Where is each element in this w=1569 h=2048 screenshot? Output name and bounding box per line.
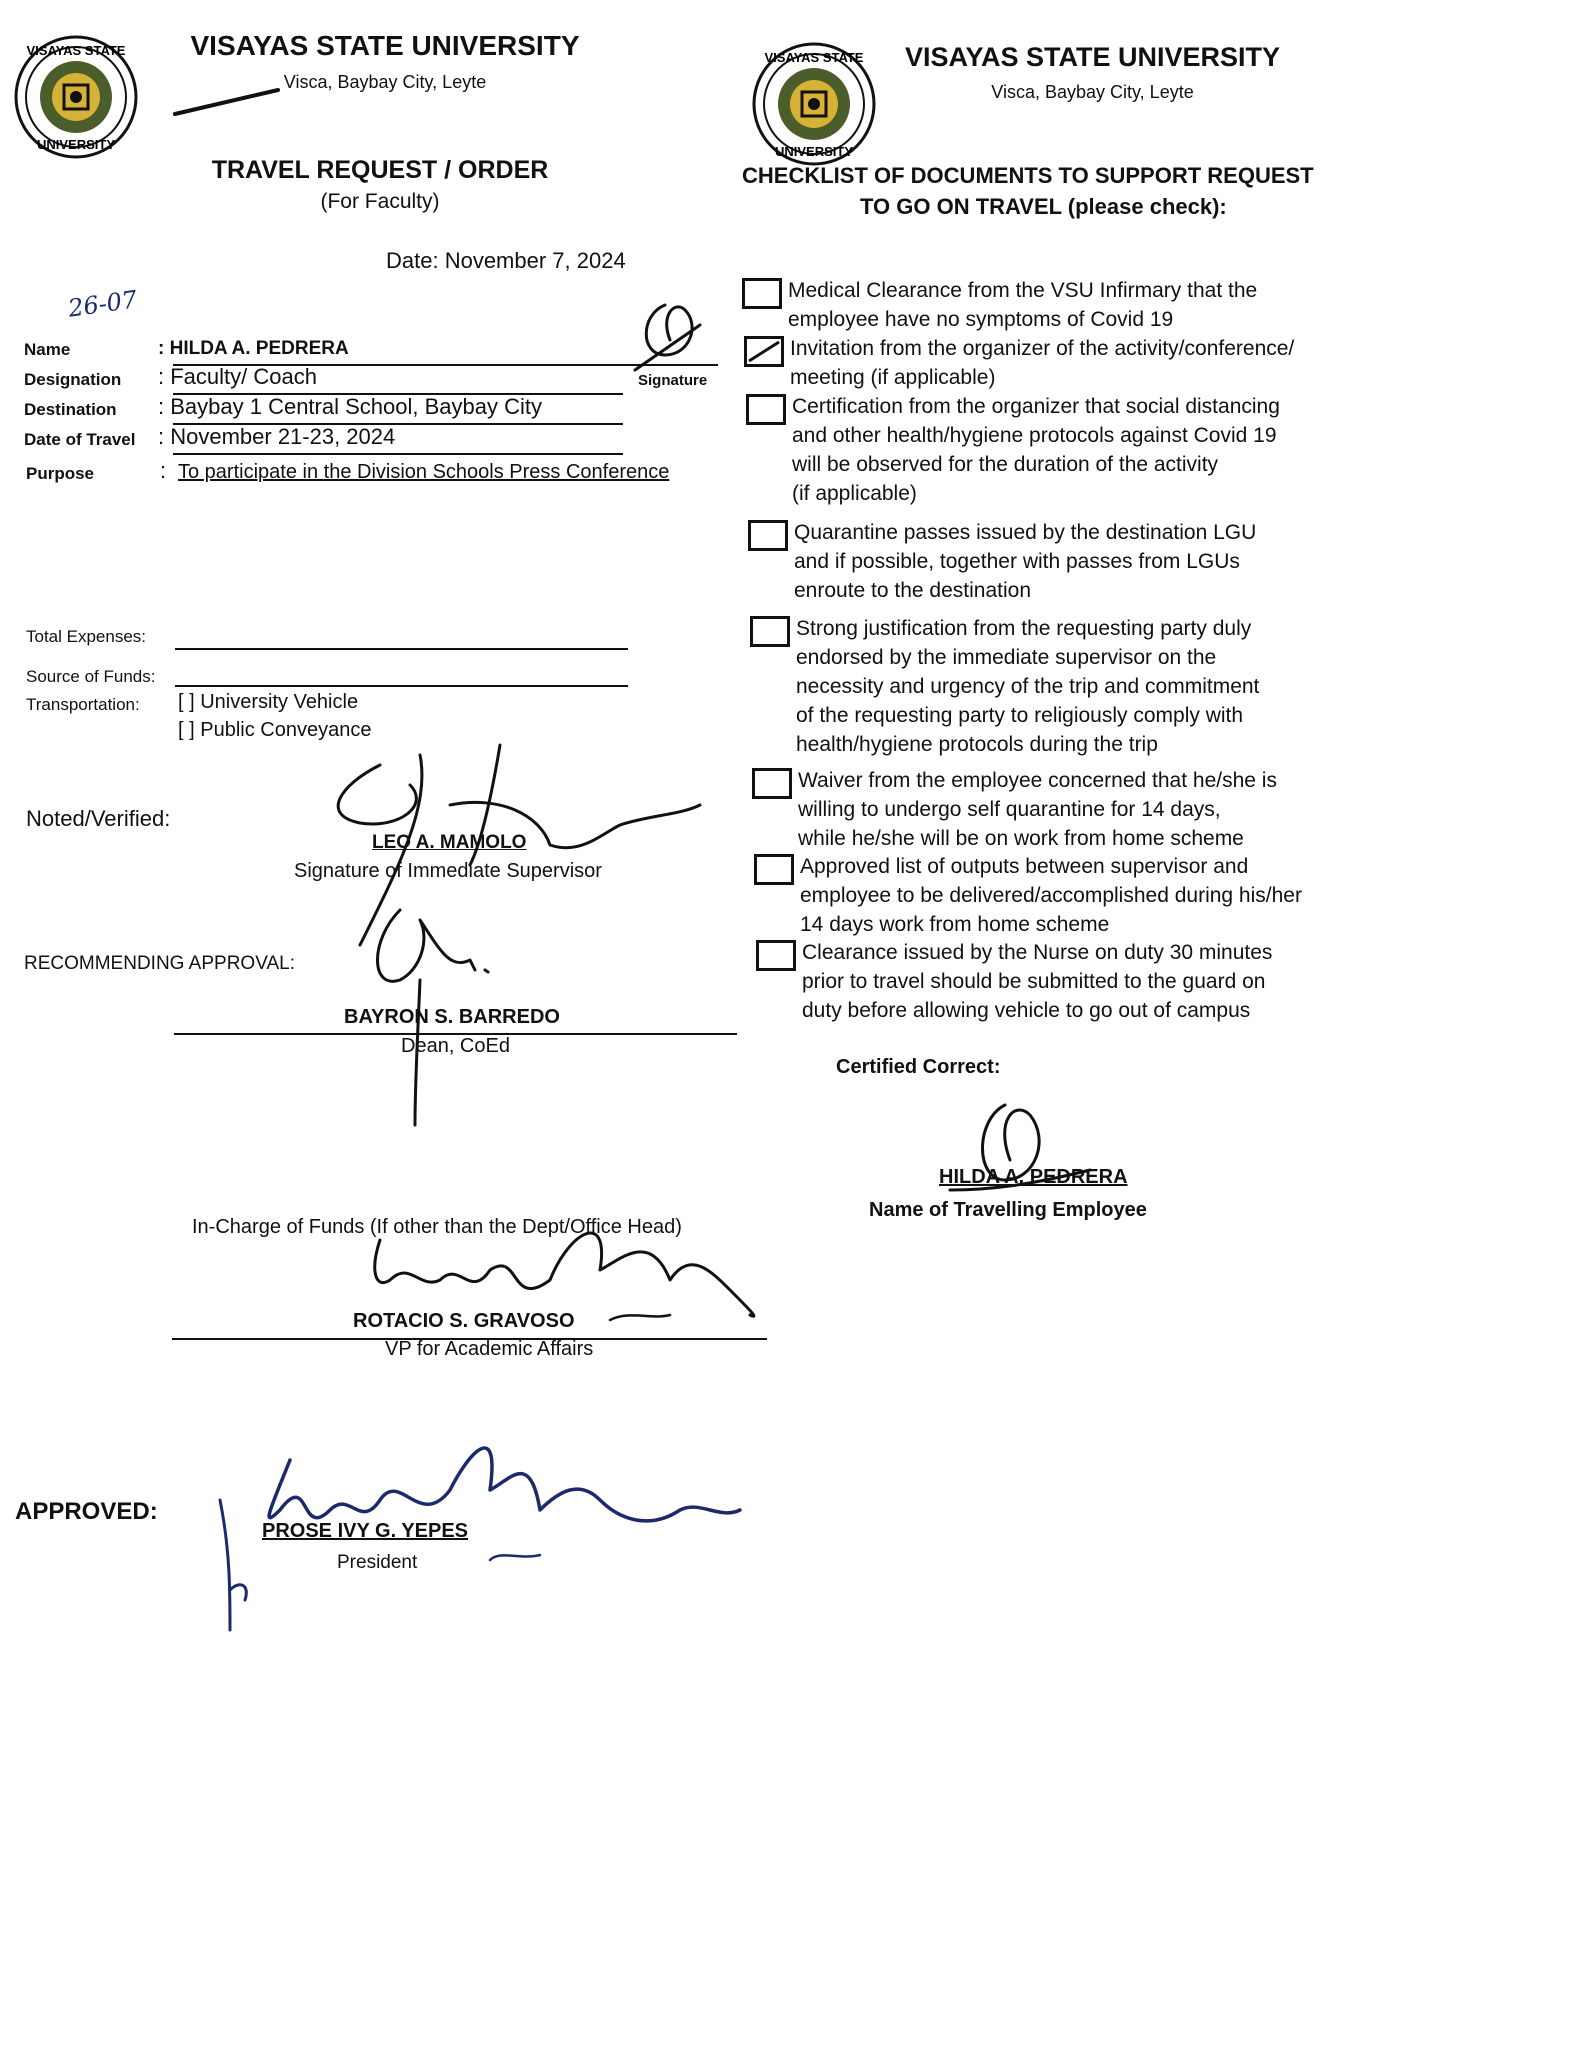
checklist-item-8-line: duty before allowing vehicle to go out of campus [802, 999, 1251, 1022]
checklist-item-7-line: 14 days work from home scheme [800, 913, 1110, 936]
in-charge-of-funds-label: In-Charge of Funds (If other than the Dept/Office Head) [192, 1216, 682, 1238]
source-of-funds-label: Source of Funds: [26, 667, 156, 686]
checklist-item-8-line: Clearance issued by the Nurse on duty 30 minutes [802, 941, 1273, 964]
vp-title: VP for Academic Affairs [385, 1338, 594, 1360]
checklist-item-7-line: employee to be delivered/accomplished during his/her [800, 884, 1302, 907]
svg-text:UNIVERSITY: UNIVERSITY [36, 137, 116, 152]
transport-option-university-vehicle: [ ] University Vehicle [178, 691, 359, 713]
checklist-item-4-line: enroute to the destination [794, 579, 1032, 602]
dean-signature [360, 880, 500, 1130]
total-expenses-label: Total Expenses: [26, 627, 147, 646]
check-mark-icon [747, 339, 781, 364]
transportation-label: Transportation: [26, 695, 140, 714]
form-subtitle: (For Faculty) [320, 190, 440, 213]
employee-title: Name of Travelling Employee [869, 1199, 1147, 1221]
destination-label: Destination [24, 400, 117, 419]
noted-verified-label: Noted/Verified: [26, 806, 171, 831]
name-label: Name [24, 340, 71, 359]
signature-label: Signature [638, 372, 708, 389]
handwritten-note: 26-07 [66, 285, 139, 323]
university-address: Visca, Baybay City, Leyte [283, 72, 487, 92]
checklist-checkbox-5[interactable] [750, 616, 790, 647]
checklist-checkbox-3[interactable] [746, 394, 786, 425]
designation-label: Designation [24, 370, 122, 389]
university-seal-left [14, 35, 138, 159]
purpose-value: To participate in the Division Schools Press Conference [178, 461, 670, 483]
checklist-checkbox-6[interactable] [752, 768, 792, 799]
destination-value: : Baybay 1 Central School, Baybay City [158, 394, 542, 419]
certified-correct-label: Certified Correct: [836, 1056, 1001, 1078]
checklist-title-line2: TO GO ON TRAVEL (please check): [860, 194, 1227, 219]
pen-stroke-mark [170, 82, 290, 122]
dean-title: Dean, CoEd [401, 1035, 510, 1057]
vp-name: ROTACIO S. GRAVOSO [353, 1310, 575, 1332]
checklist-checkbox-2[interactable] [744, 336, 784, 367]
checklist-checkbox-8[interactable] [756, 940, 796, 971]
president-title: President [337, 1552, 418, 1573]
dean-name: BAYRON S. BARREDO [344, 1006, 560, 1028]
recommending-approval-label: RECOMMENDING APPROVAL: [24, 953, 295, 974]
approved-label: APPROVED: [15, 1498, 158, 1525]
checklist-item-6-line: while he/she will be on work from home scheme [798, 827, 1244, 850]
checklist-item-4-line: Quarantine passes issued by the destination LGU [794, 521, 1257, 544]
checklist-item-1-line: employee have no symptoms of Covid 19 [788, 308, 1174, 331]
checklist-item-1-line: Medical Clearance from the VSU Infirmary that the [788, 279, 1258, 302]
svg-text:VISAYAS STATE: VISAYAS STATE [26, 43, 126, 58]
date-of-travel-label: Date of Travel [24, 430, 136, 449]
university-name: VISAYAS STATE UNIVERSITY [190, 30, 580, 61]
checklist-item-5-line: Strong justification from the requesting party duly [796, 617, 1252, 640]
president-signature [200, 1390, 760, 1640]
svg-text:UNIVERSITY: UNIVERSITY [774, 144, 854, 159]
university-seal-right [752, 42, 876, 166]
checklist-item-2-line: meeting (if applicable) [790, 366, 996, 389]
employee-name: HILDA A. PEDRERA [939, 1166, 1128, 1188]
checklist-checkbox-1[interactable] [742, 278, 782, 309]
form-title: TRAVEL REQUEST / ORDER [211, 156, 549, 184]
supervisor-title: Signature of Immediate Supervisor [294, 860, 602, 882]
designation-value: : Faculty/ Coach [158, 364, 317, 389]
checklist-item-4-line: and if possible, together with passes from LGUs [794, 550, 1240, 573]
checklist-item-3-line: Certification from the organizer that social distancing [792, 395, 1280, 418]
supervisor-name: LEO A. MAMOLO [372, 832, 527, 853]
purpose-colon: : [160, 458, 167, 483]
president-name: PROSE IVY G. YEPES [262, 1520, 469, 1542]
checklist-checkbox-7[interactable] [754, 854, 794, 885]
svg-text:VISAYAS STATE: VISAYAS STATE [764, 50, 864, 65]
checklist-item-2-line: Invitation from the organizer of the activity/conference/ [790, 337, 1295, 360]
university-address-right: Visca, Baybay City, Leyte [991, 82, 1194, 102]
checklist-item-5-line: necessity and urgency of the trip and commitment [796, 675, 1260, 698]
checklist-checkbox-4[interactable] [748, 520, 788, 551]
name-value: : HILDA A. PEDRERA [158, 338, 349, 359]
employee-signature-top [630, 295, 720, 375]
checklist-item-6-line: Waiver from the employee concerned that he/she is [798, 769, 1277, 792]
checklist-item-5-line: of the requesting party to religiously comply with [796, 704, 1244, 727]
request-date: Date: November 7, 2024 [386, 248, 626, 273]
date-of-travel-value: : November 21-23, 2024 [158, 424, 396, 449]
purpose-label: Purpose [26, 464, 95, 483]
checklist-item-5-line: health/hygiene protocols during the trip [796, 733, 1158, 756]
checklist-item-5-line: endorsed by the immediate supervisor on the [796, 646, 1217, 669]
checklist-item-3-line: (if applicable) [792, 482, 917, 505]
checklist-title-line1: CHECKLIST OF DOCUMENTS TO SUPPORT REQUEST [742, 163, 1314, 188]
checklist-item-8-line: prior to travel should be submitted to the guard on [802, 970, 1266, 993]
checklist-item-3-line: and other health/hygiene protocols against Covid 19 [792, 424, 1277, 447]
checklist-item-6-line: willing to undergo self quarantine for 14 days, [798, 798, 1221, 821]
checklist-item-7-line: Approved list of outputs between supervisor and [800, 855, 1249, 878]
transport-option-public-conveyance: [ ] Public Conveyance [178, 719, 372, 741]
university-name-right: VISAYAS STATE UNIVERSITY [904, 42, 1281, 72]
checklist-item-3-line: will be observed for the duration of the activity [792, 453, 1219, 476]
